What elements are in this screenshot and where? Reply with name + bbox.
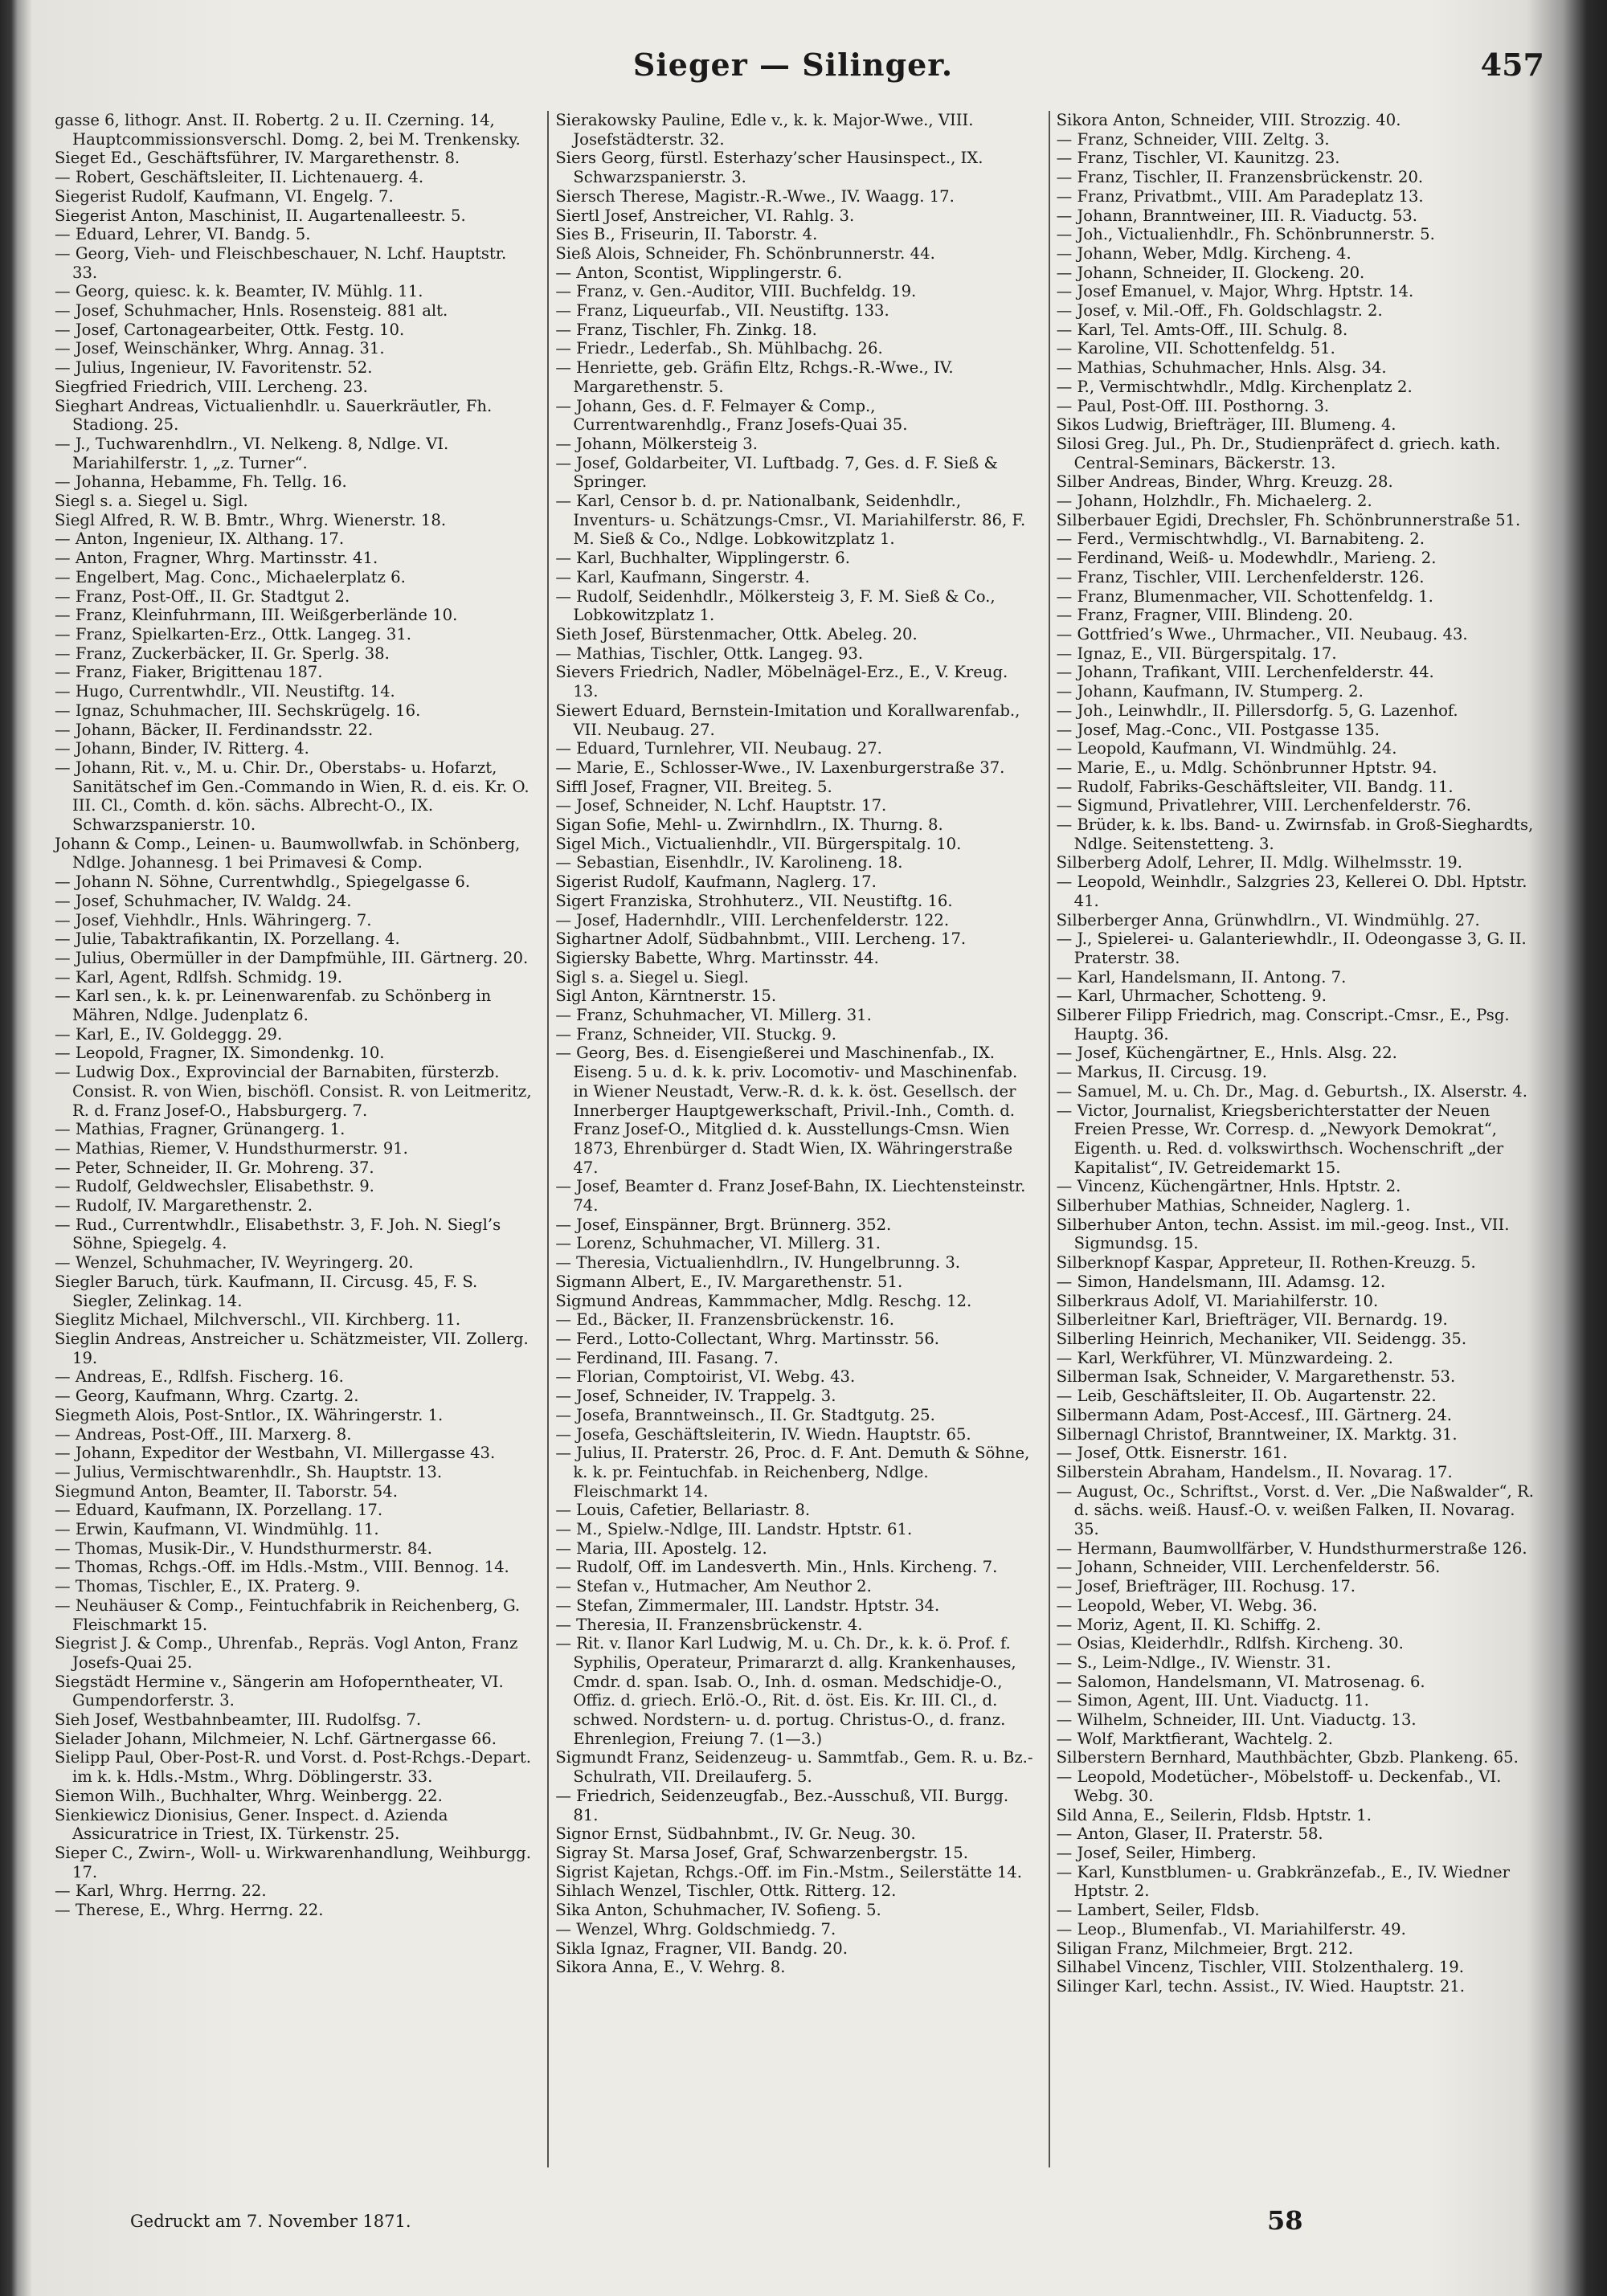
directory-entry: Silberleitner Karl, Briefträger, VII. Bernardg. 19. (1056, 1310, 1448, 1330)
directory-entry: — Johann, Rit. v., M. u. Chir. Dr., Oberstabs- u. Hofarzt, Sanitätschef im Gen.-Commando in Wien, R. d. eis. Kr. O. III. Cl., Comth. d. kön. sächs. Albrecht-O., IX. Schwarzspanierstr. 10. (55, 758, 530, 835)
directory-entry: — Julius, Ingenieur, IV. Favoritenstr. 52. (55, 358, 373, 378)
directory-entry: Sigan Sofie, Mehl- u. Zwirnhdlrn., IX. Thurng. 8. (555, 815, 943, 835)
directory-entry: — Karl, Whrg. Herrng. 22. (55, 1881, 267, 1901)
directory-entry: — Leopold, Kaufmann, VI. Windmühlg. 24. (1056, 739, 1397, 758)
directory-entry: — Franz, Fragner, VIII. Blindeng. 20. (1056, 606, 1353, 625)
directory-entry: — Joh., Victualienhdlr., Fh. Schönbrunnerstr. 5. (1056, 225, 1435, 244)
directory-entry: — Josef, Schneider, IV. Trappelg. 3. (555, 1387, 836, 1406)
directory-entry: — Josefa, Geschäftsleiterin, IV. Wiedn. Hauptstr. 65. (555, 1424, 971, 1444)
directory-entry: — Johann, Weber, Mdlg. Kircheng. 4. (1056, 243, 1351, 263)
directory-entry: — Josef Emanuel, v. Major, Whrg. Hptstr. 14. (1056, 282, 1414, 301)
directory-entry: — Ignaz, E., VII. Bürgerspitalg. 17. (1056, 643, 1337, 663)
directory-entry: — Ferd., Vermischtwhdlg., VI. Barnabiteng. 2. (1056, 529, 1425, 549)
directory-entry: — Ferd., Lotto-Collectant, Whrg. Martinsstr. 56. (555, 1330, 940, 1348)
sheet-signature-number: 58 (1267, 2205, 1303, 2236)
directory-entry: — Neuhäuser & Comp., Feintuchfabrik in Reichenberg, G. Fleischmarkt 15. (55, 1595, 521, 1634)
directory-entry: Johann & Comp., Leinen- u. Baumwollwfab. in Schönberg, Ndlge. Johannesg. 1 bei Primavesi & Comp. (55, 834, 521, 872)
directory-entry: Siertl Josef, Anstreicher, VI. Rahlg. 3. (555, 206, 855, 225)
directory-entry: Sikora Anna, E., V. Wehrg. 8. (555, 1958, 786, 1977)
directory-entry: — Henriette, geb. Gräfin Eltz, Rchgs.-R.-Wwe., IV. Margarethenstr. 5. (555, 358, 954, 396)
directory-entry: — Karl sen., k. k. pr. Leinenwarenfab. zu Schönberg in Mähren, Ndlge. Judenplatz 6. (55, 987, 492, 1025)
directory-entry: Silberling Heinrich, Mechaniker, VII. Seidengg. 35. (1056, 1330, 1467, 1348)
directory-entry: Silberberger Anna, Grünwhdlrn., VI. Windmühlg. 27. (1056, 910, 1480, 929)
directory-entry: — Leib, Geschäftsleiter, II. Ob. Augartenstr. 22. (1056, 1387, 1437, 1406)
directory-entry: Sigrist Kajetan, Rchgs.-Off. im Fin.-Mstm., Seilerstätte 14. (555, 1862, 1023, 1881)
directory-entry: — Mathias, Schuhmacher, Hnls. Alsg. 34. (1056, 358, 1387, 378)
directory-entry: — Robert, Geschäftsleiter, II. Lichtenauerg. 4. (55, 168, 424, 187)
directory-entry: — Josef, v. Mil.-Off., Fh. Goldschlagstr. 2. (1056, 301, 1383, 321)
directory-entry: — Franz, Spielkarten-Erz., Ottk. Langeg. 31. (55, 624, 412, 643)
directory-entry: — Stefan, Zimmermaler, III. Landstr. Hptstr. 34. (555, 1595, 940, 1615)
directory-entry: Sienkiewicz Dionisius, Gener. Inspect. d. Azienda Assicuratrice in Triest, IX. Türkenstr. 25. (55, 1805, 448, 1844)
directory-entry: — Rudolf, IV. Margarethenstr. 2. (55, 1196, 313, 1215)
directory-entry: — Moriz, Agent, II. Kl. Schiffg. 2. (1056, 1615, 1322, 1634)
directory-entry: Siegmund Anton, Beamter, II. Taborstr. 54. (55, 1481, 398, 1501)
directory-entry: — Karl, Agent, Rdlfsh. Schmidg. 19. (55, 967, 342, 987)
directory-entry: Sierakowsky Pauline, Edle v., k. k. Major-Wwe., VIII. Josefstädterstr. 32. (555, 111, 974, 149)
page-footer (34, 2205, 1552, 2245)
directory-entry: Silberberg Adolf, Lehrer, II. Mdlg. Wilhelmsstr. 19. (1056, 853, 1462, 872)
directory-entry: — Ferdinand, III. Fasang. 7. (555, 1348, 779, 1367)
directory-entry: — Anton, Fragner, Whrg. Martinsstr. 41. (55, 549, 378, 568)
directory-entry: — Marie, E., u. Mdlg. Schönbrunner Hptstr. 94. (1056, 758, 1437, 777)
directory-entry: Sieth Josef, Bürstenmacher, Ottk. Abeleg. 20. (555, 624, 918, 643)
column-left (48, 111, 549, 2167)
directory-entry: — Josef, Hadernhdlr., VIII. Lerchenfelderstr. 122. (555, 910, 950, 929)
directory-entry: — Georg, Vieh- und Fleischbeschauer, N. Lchf. Hauptstr. 33. (55, 243, 507, 282)
directory-entry: — Joh., Leinwhdlr., II. Pillersdorfg. 5, G. Lazenhof. (1056, 701, 1458, 720)
column-middle (549, 111, 1049, 2167)
directory-entry: — P., Vermischtwhdlr., Mdlg. Kirchenplatz 2. (1056, 377, 1413, 396)
directory-entry: — Franz, Tischler, II. Franzensbrückenstr. 20. (1056, 168, 1424, 187)
directory-page (34, 24, 1552, 2282)
directory-entry: — Johann, Holzhdlr., Fh. Michaelerg. 2. (1056, 492, 1372, 511)
directory-entry: — Georg, quiesc. k. k. Beamter, IV. Mühlg. 11. (55, 282, 423, 301)
directory-entry: — Anton, Glaser, II. Praterstr. 58. (1056, 1824, 1323, 1844)
directory-entry: — Wolf, Marktfierant, Wachtelg. 2. (1056, 1729, 1333, 1748)
directory-entry: Silberhuber Anton, techn. Assist. im mil.-geog. Inst., VII. Sigmundsg. 15. (1056, 1215, 1510, 1253)
directory-entry: — Franz, Liqueurfab., VII. Neustiftg. 133. (555, 301, 889, 321)
directory-entry: — Johanna, Hebamme, Fh. Tellg. 16. (55, 472, 347, 492)
directory-entry: — Simon, Handelsmann, III. Adamsg. 12. (1056, 1272, 1386, 1291)
directory-entry: — Brüder, k. k. lbs. Band- u. Zwirnsfab. in Groß-Sieghardts, Ndlge. Seitenstetteng. 3. (1056, 815, 1534, 853)
directory-entry: Sigray St. Marsa Josef, Graf, Schwarzenbergstr. 15. (555, 1843, 968, 1862)
directory-entry: — Markus, II. Circusg. 19. (1056, 1063, 1267, 1082)
directory-entry: — Theresia, Victualienhdlrn., IV. Hungelbrunng. 3. (555, 1253, 961, 1273)
directory-entry: — Thomas, Rchgs.-Off. im Hdls.-Mstm., VIII. Bennog. 14. (55, 1558, 509, 1577)
directory-entry: — Rud., Currentwhdlr., Elisabethstr. 3, F. Joh. N. Siegl’s Söhne, Spiegelg. 4. (55, 1215, 501, 1253)
directory-entry: Siegmeth Alois, Post-Sntlor., IX. Währingerstr. 1. (55, 1405, 444, 1424)
directory-entry: — Rudolf, Geldwechsler, Elisabethstr. 9. (55, 1177, 374, 1196)
directory-entry: — Andreas, E., Rdlfsh. Fischerg. 16. (55, 1367, 344, 1387)
directory-entry: — Osias, Kleiderhdlr., Rdlfsh. Kircheng. 30. (1056, 1634, 1404, 1653)
directory-entry: — August, Oc., Schriftst., Vorst. d. Ver. „Die Naßwalder“, R. d. sächs. weiß. Hausf.-O. v. weißen Falken, II. Novarag. 35. (1056, 1481, 1534, 1539)
directory-entry: — Franz, Tischler, VIII. Lerchenfelderstr. 126. (1056, 567, 1425, 586)
directory-entry: Siemon Wilh., Buchhalter, Whrg. Weinbergg. 22. (55, 1786, 443, 1805)
directory-entry: — Josef, Briefträger, III. Rochusg. 17. (1056, 1577, 1356, 1596)
directory-entry: — Leopold, Modetücher-, Möbelstoff- u. Deckenfab., VI. Webg. 30. (1056, 1767, 1502, 1805)
directory-entry: — Wenzel, Schuhmacher, IV. Weyringerg. 20. (55, 1253, 414, 1273)
directory-entry: — Josef, Küchengärtner, E., Hnls. Alsg. 22. (1056, 1044, 1397, 1063)
directory-entry: Silinger Karl, techn. Assist., IV. Wied. Hauptstr. 21. (1056, 1976, 1466, 1996)
directory-entry: — Ferdinand, Weiß- u. Modewhdlr., Marieng. 2. (1056, 549, 1437, 568)
directory-entry: — Simon, Agent, III. Unt. Viaductg. 11. (1056, 1691, 1369, 1710)
directory-entry: — Karl, Kunstblumen- u. Grabkränzefab., E., IV. Wiedner Hptstr. 2. (1056, 1862, 1510, 1901)
directory-entry: Sieget Ed., Geschäftsführer, IV. Margarethenstr. 8. (55, 149, 460, 168)
directory-entry: — Wenzel, Whrg. Goldschmiedg. 7. (555, 1919, 836, 1939)
directory-entry: Sigert Franziska, Strohhuterz., VII. Neustiftg. 16. (555, 891, 953, 910)
directory-entry: Sihlach Wenzel, Tischler, Ottk. Ritterg. 12. (555, 1881, 897, 1901)
directory-entry: — Erwin, Kaufmann, VI. Windmühlg. 11. (55, 1520, 379, 1539)
directory-entry: Silber Andreas, Binder, Whrg. Kreuzg. 28. (1056, 472, 1393, 492)
directory-entry: — Franz, Schneider, VII. Stuckg. 9. (555, 1024, 837, 1044)
directory-entry: — Peter, Schneider, II. Gr. Mohreng. 37. (55, 1158, 374, 1177)
directory-entry: — Franz, Privatbmt., VIII. Am Paradeplatz 13. (1056, 186, 1424, 206)
directory-entry: — Leopold, Fragner, IX. Simondenkg. 10. (55, 1044, 385, 1063)
directory-entry: — Julius, II. Praterstr. 26, Proc. d. F. Ant. Demuth & Söhne, k. k. pr. Feintuchfab. in Reichenberg, Ndlge. Fleischmarkt 14. (555, 1444, 1030, 1501)
directory-entry: Sigel Mich., Victualienhdlr., VII. Bürgerspitalg. 10. (555, 834, 962, 853)
directory-entry: Sigl s. a. Siegel u. Siegl. (555, 967, 750, 987)
directory-entry: — Josef, Ottk. Eisnerstr. 161. (1056, 1444, 1288, 1463)
directory-entry: Siegl Alfred, R. W. B. Bmtr., Whrg. Wienerstr. 18. (55, 510, 447, 529)
directory-entry: — Karl, Tel. Amts-Off., III. Schulg. 8. (1056, 320, 1348, 339)
directory-entry: Silhabel Vincenz, Tischler, VIII. Stolzenthalerg. 19. (1056, 1958, 1464, 1977)
directory-entry: Sieß Alois, Schneider, Fh. Schönbrunnerstr. 44. (555, 243, 935, 263)
directory-entry: — Gottfried’s Wwe., Uhrmacher., VII. Neubaug. 43. (1056, 624, 1468, 643)
directory-entry: Silberkraus Adolf, VI. Mariahilferstr. 10. (1056, 1291, 1379, 1310)
directory-entry: — Wilhelm, Schneider, III. Unt. Viaductg. 13. (1056, 1710, 1417, 1730)
directory-entry: — Josef, Goldarbeiter, VI. Luftbadg. 7, Ges. d. F. Sieß & Springer. (555, 453, 998, 492)
directory-entry: Signor Ernst, Südbahnbmt., IV. Gr. Neug. 30. (555, 1824, 916, 1844)
directory-entry: — Johann, Expeditor der Westbahn, VI. Millergasse 43. (55, 1444, 496, 1463)
directory-entry: — Johann, Binder, IV. Ritterg. 4. (55, 739, 309, 758)
directory-entry: — Franz, Post-Off., II. Gr. Stadtgut 2. (55, 586, 350, 606)
directory-entry: Silberbauer Egidi, Drechsler, Fh. Schönbrunnerstraße 51. (1056, 510, 1521, 529)
directory-entry: — Florian, Comptoirist, VI. Webg. 43. (555, 1367, 856, 1387)
directory-entry: — J., Tuchwarenhdlrn., VI. Nelkeng. 8, Ndlge. VI. Mariahilferstr. 1, „z. Turner“. (55, 434, 449, 472)
directory-entry: — Josefa, Branntweinsch., II. Gr. Stadtgutg. 25. (555, 1405, 935, 1424)
directory-entry: — Samuel, M. u. Ch. Dr., Mag. d. Geburtsh., IX. Alserstr. 4. (1056, 1081, 1527, 1101)
directory-entry: — Johann, Mölkersteig 3. (555, 434, 758, 453)
directory-entry: — Karl, Kaufmann, Singerstr. 4. (555, 567, 810, 586)
directory-entry: — Franz, Tischler, VI. Kaunitzg. 23. (1056, 149, 1340, 168)
directory-entry: — Josef, Weinschänker, Whrg. Annag. 31. (55, 339, 385, 358)
directory-entry: — J., Spielerei- u. Galanteriewhdlr., II. Odeongasse 3, G. II. Praterstr. 38. (1056, 929, 1527, 967)
directory-entry: — Mathias, Tischler, Ottk. Langeg. 93. (555, 643, 864, 663)
directory-entry: — Engelbert, Mag. Conc., Michaelerplatz 6. (55, 567, 406, 586)
directory-entry: Sild Anna, E., Seilerin, Fldsb. Hptstr. 1. (1056, 1805, 1372, 1824)
directory-entry: Sieglitz Michael, Milchverschl., VII. Kirchberg. 11. (55, 1310, 461, 1330)
directory-entry: — Johann, Kaufmann, IV. Stumperg. 2. (1056, 682, 1364, 701)
directory-entry: — Thomas, Musik-Dir., V. Hundsthurmerstr. 84. (55, 1538, 432, 1558)
directory-entry: — Karl, Uhrmacher, Schotteng. 9. (1056, 987, 1327, 1006)
directory-entry: — Maria, III. Apostelg. 12. (555, 1538, 767, 1558)
directory-entry: Siegl s. a. Siegel u. Sigl. (55, 492, 248, 511)
directory-entry: Sigmundt Franz, Seidenzeug- u. Sammtfab., Gem. R. u. Bz.-Schulrath, VII. Dreilauferg. 5. (555, 1748, 1033, 1787)
directory-entry: — Julius, Obermüller in der Dampfmühle, III. Gärtnerg. 20. (55, 948, 529, 967)
directory-entry: — Louis, Cafetier, Bellariastr. 8. (555, 1501, 811, 1520)
directory-entry: — Vincenz, Küchengärtner, Hnls. Hptstr. 2. (1056, 1177, 1401, 1196)
directory-columns (48, 111, 1551, 2167)
directory-entry: Sikos Ludwig, Briefträger, III. Blumeng. 4. (1056, 415, 1396, 435)
directory-entry: — Franz, Schneider, VIII. Zeltg. 3. (1056, 129, 1330, 149)
directory-entry: Silberman Isak, Schneider, V. Margarethenstr. 53. (1056, 1367, 1456, 1387)
directory-entry: Sieghart Andreas, Victualienhdlr. u. Sauerkräutler, Fh. Stadiong. 25. (55, 396, 493, 435)
directory-entry: — Karoline, VII. Schottenfeldg. 51. (1056, 339, 1335, 358)
directory-entry: — Josef, Einspänner, Brgt. Brünnerg. 352. (555, 1215, 892, 1234)
directory-entry: — Hermann, Baumwollfärber, V. Hundsthurmerstraße 126. (1056, 1538, 1527, 1558)
directory-entry: — Rudolf, Fabriks-Geschäftsleiter, VII. Bandg. 11. (1056, 777, 1454, 796)
directory-entry: — Lorenz, Schuhmacher, VI. Millerg. 31. (555, 1234, 881, 1253)
directory-entry: — Josef, Schuhmacher, IV. Waldg. 24. (55, 891, 352, 910)
directory-entry: — Eduard, Lehrer, VI. Bandg. 5. (55, 225, 311, 244)
directory-entry: — Friedrich, Seidenzeugfab., Bez.-Ausschuß, VII. Burgg. 81. (555, 1786, 1009, 1824)
directory-entry: Sikora Anton, Schneider, VIII. Strozzig. 40. (1056, 111, 1401, 129)
directory-entry: — Ignaz, Schuhmacher, III. Sechskrügelg. 16. (55, 701, 421, 720)
directory-entry: Silberstern Bernhard, Mauthbächter, Gbzb. Plankeng. 65. (1056, 1748, 1519, 1767)
directory-entry: — Johann, Ges. d. F. Felmayer & Comp., Currentwarenhdlg., Franz Josefs-Quai 35. (555, 396, 908, 435)
directory-entry: Sigerist Rudolf, Kaufmann, Naglerg. 17. (555, 872, 877, 892)
directory-entry: — Karl, Censor b. d. pr. Nationalbank, Seidenhdlr., Inventurs- u. Schätzungs-Cmsr., VI. Mariahilferstr. 86, F. M. Sieß & Co., Ndlge. Lobkowitzplatz 1. (555, 492, 1026, 549)
directory-entry: — Ludwig Dox., Exprovincial der Barnabiten, fürsterzb. Consist. R. von Wien, bischöfl. Consist. R. von Leitmeritz, R. d. Franz Josef-O., Habsburgerg. 7. (55, 1063, 532, 1120)
directory-entry: — M., Spielw.-Ndlge, III. Landstr. Hptstr. 61. (555, 1520, 913, 1539)
directory-entry: Sieh Josef, Westbahnbeamter, III. Rudolfsg. 7. (55, 1710, 422, 1730)
directory-entry: — Karl, Handelsmann, II. Antong. 7. (1056, 967, 1347, 987)
directory-entry: — Eduard, Turnlehrer, VII. Neubaug. 27. (555, 739, 882, 758)
directory-entry: — Georg, Kaufmann, Whrg. Czartg. 2. (55, 1387, 359, 1406)
directory-entry: — Georg, Bes. d. Eisengießerei und Maschinenfab., IX. Eiseng. 5 u. d. k. k. priv. Locomotiv- und Maschinenfab. in Wiener Neustadt, Verw.-R. d. k. k. öst. Gesellsch. der Innerberger Hauptgewerkschaft, Privil.-Inh., Comth. d. Franz Josef-O., Mitglied d. k. Ausstellungs-Cmsn. Wien 1873, Ehrenbürger d. Stadt Wien, IX. Währingerstraße 47. (555, 1044, 1018, 1177)
directory-entry: — Josef, Viehhdlr., Hnls. Währingerg. 7. (55, 910, 372, 929)
directory-entry: — Franz, Kleinfuhrmann, III. Weißgerberlände 10. (55, 606, 458, 625)
directory-entry: Siewert Eduard, Bernstein-Imitation und Korallwarenfab., VII. Neubaug. 27. (555, 701, 1020, 739)
directory-entry: — Theresia, II. Franzensbrückenstr. 4. (555, 1615, 863, 1634)
directory-entry: gasse 6, lithogr. Anst. II. Robertg. 2 u. II. Czerning. 14, Hauptcommissionsverschl. Domg. 2, bei M. Trenkensky. (55, 111, 521, 149)
directory-entry: — Anton, Scontist, Wipplingerstr. 6. (555, 263, 843, 282)
directory-entry: Sika Anton, Schuhmacher, IV. Sofieng. 5. (555, 1901, 881, 1920)
directory-entry: — Franz, Blumenmacher, VII. Schottenfeldg. 1. (1056, 586, 1433, 606)
directory-entry: Siers Georg, fürstl. Esterhazy’scher Hausinspect., IX. Schwarzspanierstr. 3. (555, 149, 983, 187)
directory-entry: Siegstädt Hermine v., Sängerin am Hofoperntheater, VI. Gumpendorferstr. 3. (55, 1672, 504, 1710)
directory-entry: Silberer Filipp Friedrich, mag. Conscript.-Cmsr., E., Psg. Hauptg. 36. (1056, 1006, 1510, 1044)
directory-entry: Silbernagl Christof, Branntweiner, IX. Marktg. 31. (1056, 1424, 1458, 1444)
directory-entry: — Josef, Mag.-Conc., VII. Postgasse 135. (1056, 720, 1380, 739)
directory-entry: — Josef, Schuhmacher, Hnls. Rosensteig. 881 alt. (55, 301, 448, 321)
directory-entry: — Karl, Buchhalter, Wipplingerstr. 6. (555, 549, 850, 568)
directory-entry: — Leopold, Weber, VI. Webg. 36. (1056, 1595, 1318, 1615)
directory-entry: — Franz, Tischler, Fh. Zinkg. 18. (555, 320, 817, 339)
directory-entry: — Karl, E., IV. Goldeggg. 29. (55, 1024, 283, 1044)
directory-entry: — Rudolf, Off. im Landesverth. Min., Hnls. Kircheng. 7. (555, 1558, 998, 1577)
directory-entry: — Paul, Post-Off. III. Posthorng. 3. (1056, 396, 1330, 415)
directory-entry: — Josef, Schneider, N. Lchf. Hauptstr. 17. (555, 796, 887, 815)
page-number: 457 (1480, 47, 1544, 83)
directory-entry: Sigiersky Babette, Whrg. Martinsstr. 44. (555, 948, 879, 967)
directory-entry: — Josef, Seiler, Himberg. (1056, 1843, 1257, 1862)
directory-entry: Sigmann Albert, E., IV. Margarethenstr. 51. (555, 1272, 903, 1291)
directory-entry: — Marie, E., Schlosser-Wwe., IV. Laxenburgerstraße 37. (555, 758, 1005, 777)
directory-entry: Siegerist Rudolf, Kaufmann, VI. Engelg. 7. (55, 186, 394, 206)
directory-entry: — Mathias, Fragner, Grünangerg. 1. (55, 1120, 346, 1139)
directory-entry: — Leop., Blumenfab., VI. Mariahilferstr. 49. (1056, 1919, 1406, 1939)
directory-entry: Silberstein Abraham, Handelsm., II. Novarag. 17. (1056, 1462, 1453, 1481)
directory-entry: — Johann, Schneider, II. Glockeng. 20. (1056, 263, 1365, 282)
directory-entry: Sieper C., Zwirn-, Woll- u. Wirkwarenhandlung, Weihburgg. 17. (55, 1843, 531, 1881)
directory-entry: — Josef, Beamter d. Franz Josef-Bahn, IX. Liechtensteinstr. 74. (555, 1177, 1026, 1215)
directory-entry: Sighartner Adolf, Südbahnbmt., VIII. Lercheng. 17. (555, 929, 967, 949)
directory-entry: Silbermann Adam, Post-Accesf., III. Gärtnerg. 24. (1056, 1405, 1452, 1424)
directory-entry: Sielipp Paul, Ober-Post-R. und Vorst. d. Post-Rchgs.-Depart. im k. k. Hdls.-Mstm., Whrg. Döblingerstr. 33. (55, 1748, 532, 1787)
directory-entry: Sieglin Andreas, Anstreicher u. Schätzmeister, VII. Zollerg. 19. (55, 1330, 529, 1367)
directory-entry: Sies B., Friseurin, II. Taborstr. 4. (555, 225, 818, 244)
directory-entry: — Johann, Schneider, VIII. Lerchenfelderstr. 56. (1056, 1558, 1441, 1577)
directory-entry: Siegerist Anton, Maschinist, II. Augartenalleestr. 5. (55, 206, 466, 225)
directory-entry: — Julie, Tabaktrafikantin, IX. Porzellang. 4. (55, 929, 400, 949)
directory-entry: — Mathias, Riemer, V. Hundsthurmerstr. 91. (55, 1138, 408, 1158)
directory-entry: — Ed., Bäcker, II. Franzensbrückenstr. 16. (555, 1310, 894, 1330)
directory-entry: — Julius, Vermischtwarenhdlr., Sh. Hauptstr. 13. (55, 1462, 443, 1481)
directory-entry: — Karl, Werkführer, VI. Münzwardeing. 2. (1056, 1348, 1393, 1367)
directory-entry: — Thomas, Tischler, E., IX. Praterg. 9. (55, 1577, 361, 1596)
page-title: Sieger — Silinger. (632, 47, 954, 83)
directory-entry: — Rit. v. Ilanor Karl Ludwig, M. u. Ch. Dr., k. k. ö. Prof. f. Syphilis, Operateur, Primararzt d. allg. Krankenhauses, Cmdr. d. span. Isab. O., Inh. d. osman. Medschidje-O., Offiz. d. griech. Erlö.-O., Rit. d. öst. Eis. Kr. III. Cl., d. schwed. Nordstern- u. d. portug. Christus-O., d. franz. Ehrenlegion, Freiung 7. (1—3.) (555, 1634, 1016, 1748)
directory-entry: Sievers Friedrich, Nadler, Möbelnägel-Erz., E., V. Kreug. 13. (555, 663, 1008, 701)
directory-entry: Silberknopf Kaspar, Appreteur, II. Rothen-Kreuzg. 5. (1056, 1253, 1476, 1273)
directory-entry: — S., Leim-Ndlge., IV. Wienstr. 31. (1056, 1653, 1331, 1672)
directory-entry: — Salomon, Handelsmann, VI. Matrosenag. 6. (1056, 1672, 1425, 1691)
directory-entry: Sigmund Andreas, Kammmacher, Mdlg. Reschg. 12. (555, 1291, 972, 1310)
directory-entry: — Leopold, Weinhdlr., Salzgries 23, Kellerei O. Dbl. Hptstr. 41. (1056, 872, 1527, 910)
directory-entry: Silosi Greg. Jul., Ph. Dr., Studienpräfect d. griech. kath. Central-Seminars, Bäckerstr. 13. (1056, 434, 1501, 472)
directory-entry: — Friedr., Lederfab., Sh. Mühlbachg. 26. (555, 339, 883, 358)
directory-entry: — Lambert, Seiler, Fldsb. (1056, 1901, 1260, 1920)
directory-entry: Siffl Josef, Fragner, VII. Breiteg. 5. (555, 777, 832, 796)
directory-entry: — Victor, Journalist, Kriegsberichterstatter der Neuen Freien Presse, Wr. Corresp. d. „Newyork Demokrat“, Eigenth. u. Red. d. volkswirthsch. Wochenschrift „der Kapitalist“, IV. Getreidemarkt 15. (1056, 1101, 1504, 1177)
printing-date-note: Gedruckt am 7. November 1871. (130, 2212, 411, 2231)
directory-entry: — Josef, Cartonagearbeiter, Ottk. Festg. 10. (55, 320, 405, 339)
directory-entry: — Johann N. Söhne, Currentwhdlg., Spiegelgasse 6. (55, 872, 471, 892)
directory-entry: Siligan Franz, Milchmeier, Brgt. 212. (1056, 1939, 1354, 1958)
directory-entry: Siegfried Friedrich, VIII. Lercheng. 23. (55, 377, 368, 396)
directory-entry: — Eduard, Kaufmann, IX. Porzellang. 17. (55, 1501, 383, 1520)
directory-entry: — Hugo, Currentwhdlr., VII. Neustiftg. 14. (55, 682, 395, 701)
directory-entry: — Anton, Ingenieur, IX. Althang. 17. (55, 529, 345, 549)
directory-entry: — Stefan v., Hutmacher, Am Neuthor 2. (555, 1577, 872, 1596)
directory-entry: Siegler Baruch, türk. Kaufmann, II. Circusg. 45, F. S. Siegler, Zelinkag. 14. (55, 1272, 478, 1310)
directory-entry: Sigl Anton, Kärntnerstr. 15. (555, 987, 777, 1006)
directory-entry: Sielader Johann, Milchmeier, N. Lchf. Gärtnergasse 66. (55, 1729, 497, 1748)
directory-entry: — Franz, Fiaker, Brigittenau 187. (55, 663, 323, 682)
directory-entry: — Franz, v. Gen.-Auditor, VIII. Buchfeldg. 19. (555, 282, 917, 301)
directory-entry: — Sebastian, Eisenhdlr., IV. Karolineng. 18. (555, 853, 903, 872)
directory-entry: — Therese, E., Whrg. Herrng. 22. (55, 1901, 324, 1920)
directory-entry: — Johann, Trafikant, VIII. Lerchenfelderstr. 44. (1056, 663, 1434, 682)
directory-entry: Siersch Therese, Magistr.-R.-Wwe., IV. Waagg. 17. (555, 186, 955, 206)
directory-entry: — Sigmund, Privatlehrer, VIII. Lerchenfelderstr. 76. (1056, 796, 1472, 815)
directory-entry: — Franz, Schuhmacher, VI. Millerg. 31. (555, 1006, 872, 1025)
directory-entry: Silberhuber Mathias, Schneider, Naglerg. 1. (1056, 1196, 1411, 1215)
directory-entry: — Johann, Branntweiner, III. R. Viaductg. 53. (1056, 206, 1417, 225)
directory-entry: — Rudolf, Seidenhdlr., Mölkersteig 3, F. M. Sieß & Co., Lobkowitzplatz 1. (555, 586, 996, 625)
directory-entry: — Johann, Bäcker, II. Ferdinandsstr. 22. (55, 720, 374, 739)
column-right (1050, 111, 1551, 2167)
directory-entry: Siegrist J. & Comp., Uhrenfab., Repräs. Vogl Anton, Franz Josefs-Quai 25. (55, 1634, 518, 1672)
directory-entry: — Andreas, Post-Off., III. Marxerg. 8. (55, 1424, 352, 1444)
directory-entry: Sikla Ignaz, Fragner, VII. Bandg. 20. (555, 1939, 848, 1958)
directory-entry: — Franz, Zuckerbäcker, II. Gr. Sperlg. 38. (55, 643, 390, 663)
running-head (34, 47, 1552, 95)
